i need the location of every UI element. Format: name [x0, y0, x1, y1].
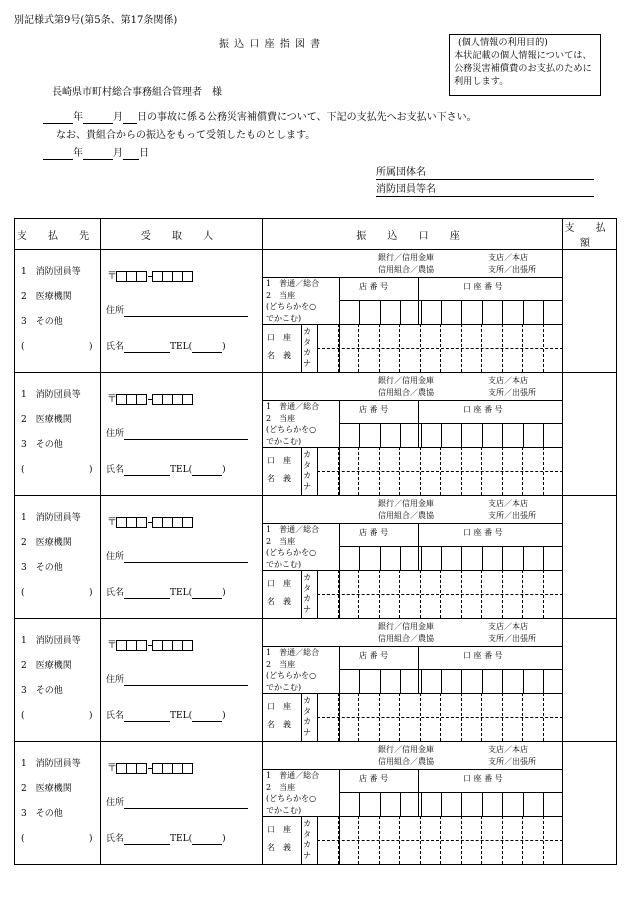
bank-type[interactable] — [378, 621, 434, 645]
transfer-table — [14, 218, 617, 865]
bank-line-1: 銀行／信用金庫 — [378, 376, 434, 385]
amount-cell[interactable] — [563, 250, 617, 373]
payee-other-close: ) — [89, 588, 93, 598]
account-number-label: 口 座 番 号 — [463, 282, 503, 291]
member-name-field[interactable] — [376, 183, 594, 197]
account-holder-grid[interactable] — [317, 324, 563, 372]
name-label: 氏名 — [106, 342, 125, 352]
tel-close: ) — [222, 834, 226, 844]
account-holder-grid[interactable] — [317, 447, 563, 495]
document-title: 振 込 口 座 指 図 書 — [219, 39, 322, 50]
type-line-3: (どちらかを○ — [266, 548, 317, 557]
payee-other-open: ( — [21, 834, 25, 844]
account-digit-grid[interactable] — [339, 546, 563, 570]
address-field[interactable] — [106, 797, 248, 809]
bank-type[interactable] — [378, 498, 434, 522]
name-label: 氏名 — [106, 711, 125, 721]
year-label: 年 — [73, 112, 83, 123]
bank-line-2: 信用組合／農協 — [378, 388, 434, 397]
account-holder-label — [267, 329, 291, 365]
digit-box[interactable] — [182, 394, 193, 405]
address-field[interactable] — [106, 428, 248, 440]
name-tel-field[interactable] — [106, 341, 226, 353]
payee-other-close: ) — [89, 711, 93, 721]
sentence2: なお、貴組合からの振込をもって受領したものとします。 — [56, 130, 316, 141]
acct-label-2: 名 義 — [267, 843, 291, 852]
account-digit-grid[interactable] — [339, 792, 563, 816]
acct-label-2: 名 義 — [267, 351, 291, 360]
form-number: 別記様式第9号(第5条、第17条関係) — [14, 15, 178, 26]
branch-line-1: 支店／本店 — [488, 745, 528, 754]
privacy-body: 本状記載の個人情報については、公務災害補償費のお支払のために利用します。 — [454, 50, 592, 87]
account-digit-grid[interactable] — [339, 669, 563, 693]
address-label: 住所 — [106, 552, 125, 562]
type-line-3: (どちらかを○ — [266, 302, 317, 311]
type-line-2: 2 当座 — [266, 290, 296, 300]
payee-option-1[interactable]: 1 消防団員等 — [21, 636, 81, 646]
acct-label-2: 名 義 — [267, 720, 291, 729]
store-number-label: 店 番 号 — [359, 405, 389, 414]
account-holder-label — [267, 821, 291, 857]
type-line-1: 1 普通／総合 — [266, 648, 320, 657]
account-type[interactable] — [266, 770, 319, 816]
type-line-1: 1 普通／総合 — [266, 525, 320, 534]
digit-box[interactable] — [136, 271, 147, 282]
address-label: 住所 — [106, 675, 125, 685]
address-field[interactable] — [106, 305, 248, 317]
account-type[interactable] — [266, 647, 319, 693]
payee-option-3[interactable]: 3 その他 — [21, 563, 63, 573]
payee-option-3[interactable]: 3 その他 — [21, 686, 63, 696]
name-label: 氏名 — [106, 834, 125, 844]
payee-option-2[interactable]: 2 医療機関 — [21, 415, 72, 425]
name-label: 氏名 — [106, 588, 125, 598]
payee-option-2[interactable]: 2 医療機関 — [21, 538, 72, 548]
payee-option-3[interactable]: 3 その他 — [21, 440, 63, 450]
type-line-3: (どちらかを○ — [266, 425, 317, 434]
payee-cell — [15, 619, 101, 742]
payee-other-close: ) — [89, 342, 93, 352]
katakana-label: カタカナ — [303, 327, 311, 368]
tel-label: TEL( — [170, 342, 193, 352]
payee-option-1[interactable]: 1 消防団員等 — [21, 267, 81, 277]
store-number-label: 店 番 号 — [359, 282, 389, 291]
payee-other-open: ( — [21, 342, 25, 352]
name-tel-field[interactable] — [106, 464, 226, 476]
payee-option-3[interactable]: 3 その他 — [21, 317, 63, 327]
org-name-field[interactable] — [376, 166, 594, 180]
katakana-label: カタカナ — [303, 819, 311, 860]
account-holder-label — [267, 452, 291, 488]
payee-cell — [15, 250, 101, 373]
tel-close: ) — [222, 342, 226, 352]
katakana-label: カタカナ — [303, 573, 311, 614]
postal-code-field[interactable] — [107, 636, 193, 651]
payee-option-2[interactable]: 2 医療機関 — [21, 661, 72, 671]
address-label: 住所 — [106, 306, 125, 316]
accident-date-sentence — [43, 111, 477, 124]
acct-label-1: 口 座 — [267, 456, 291, 465]
digit-box[interactable] — [136, 517, 147, 528]
account-number-label: 口 座 番 号 — [463, 405, 503, 414]
payee-option-2[interactable]: 2 医療機関 — [21, 784, 72, 794]
tel-close: ) — [222, 711, 226, 721]
payee-option-3[interactable]: 3 その他 — [21, 809, 63, 819]
digit-box[interactable] — [182, 271, 193, 282]
branch-line-2: 支所／出張所 — [488, 388, 536, 397]
col-recipient: 受 取 人 — [101, 219, 263, 250]
postal-mark: 〒 — [107, 517, 117, 528]
store-number-label: 店 番 号 — [359, 651, 389, 660]
type-line-2: 2 当座 — [266, 536, 296, 546]
sign-day-label: 日 — [139, 148, 149, 159]
type-line-1: 1 普通／総合 — [266, 771, 320, 780]
account-holder-grid[interactable] — [317, 570, 563, 618]
bank-line-2: 信用組合／農協 — [378, 757, 434, 766]
recipient-cell — [101, 373, 263, 496]
sign-month-label: 月 — [113, 148, 123, 159]
bank-line-2: 信用組合／農協 — [378, 511, 434, 520]
acct-label-1: 口 座 — [267, 333, 291, 342]
account-type[interactable] — [266, 278, 319, 324]
type-line-1: 1 普通／総合 — [266, 402, 320, 411]
type-line-2: 2 当座 — [266, 413, 296, 423]
bank-type[interactable] — [378, 252, 434, 276]
account-holder-grid[interactable] — [317, 816, 563, 864]
bank-line-1: 銀行／信用金庫 — [378, 622, 434, 631]
account-number-label: 口 座 番 号 — [463, 528, 503, 537]
payee-other-close: ) — [89, 465, 93, 475]
branch-line-2: 支所／出張所 — [488, 757, 536, 766]
table-row — [15, 742, 617, 865]
digit-box[interactable] — [182, 763, 193, 774]
payee-other-open: ( — [21, 711, 25, 721]
address-field[interactable] — [106, 674, 248, 686]
store-number-label: 店 番 号 — [359, 528, 389, 537]
payee-option-1[interactable]: 1 消防団員等 — [21, 390, 81, 400]
name-tel-field[interactable] — [106, 833, 226, 845]
branch-line-2: 支所／出張所 — [488, 634, 536, 643]
digit-box[interactable] — [182, 640, 193, 651]
account-holder-label — [267, 575, 291, 611]
bank-line-2: 信用組合／農協 — [378, 265, 434, 274]
branch-type[interactable] — [488, 744, 536, 768]
account-digit-grid[interactable] — [339, 300, 563, 324]
type-line-4: でかこむ) — [266, 313, 302, 323]
postal-mark: 〒 — [107, 640, 117, 651]
amount-cell[interactable] — [563, 496, 617, 619]
bank-line-1: 銀行／信用金庫 — [378, 499, 434, 508]
transfer-account-cell — [263, 742, 563, 865]
acct-label-2: 名 義 — [267, 474, 291, 483]
bank-line-1: 銀行／信用金庫 — [378, 253, 434, 262]
transfer-account-cell — [263, 373, 563, 496]
sentence1-tail: 日の事故に係る公務災害補償費について、下記の支払先へお支払い下さい。 — [137, 112, 477, 123]
type-line-4: でかこむ) — [266, 436, 302, 446]
privacy-notice-box — [449, 34, 601, 96]
transfer-account-cell — [263, 496, 563, 619]
transfer-account-cell — [263, 619, 563, 742]
name-tel-field[interactable] — [106, 587, 226, 599]
payee-option-2[interactable]: 2 医療機関 — [21, 292, 72, 302]
postal-mark: 〒 — [107, 763, 117, 774]
branch-type[interactable] — [488, 252, 536, 276]
address-field[interactable] — [106, 551, 248, 563]
account-holder-grid[interactable] — [317, 693, 563, 741]
amount-cell[interactable] — [563, 619, 617, 742]
branch-line-1: 支店／本店 — [488, 499, 528, 508]
payee-cell — [15, 742, 101, 865]
account-number-label: 口 座 番 号 — [463, 651, 503, 660]
payee-option-1[interactable]: 1 消防団員等 — [21, 759, 81, 769]
tel-close: ) — [222, 588, 226, 598]
postal-code-field[interactable] — [107, 759, 193, 774]
postal-code-field[interactable] — [107, 267, 193, 282]
table-header-row — [15, 219, 617, 250]
table-row — [15, 619, 617, 742]
account-holder-label — [267, 698, 291, 734]
branch-type[interactable] — [488, 621, 536, 645]
table-row — [15, 250, 617, 373]
branch-line-1: 支店／本店 — [488, 376, 528, 385]
address-label: 住所 — [106, 429, 125, 439]
postal-code-field[interactable] — [107, 513, 193, 528]
account-type[interactable] — [266, 401, 319, 447]
type-line-4: でかこむ) — [266, 559, 302, 569]
branch-type[interactable] — [488, 498, 536, 522]
account-digit-grid[interactable] — [339, 423, 563, 447]
type-line-3: (どちらかを○ — [266, 794, 317, 803]
transfer-account-cell — [263, 250, 563, 373]
signature-date — [43, 147, 149, 160]
katakana-label: カタカナ — [303, 450, 311, 491]
digit-box[interactable] — [136, 763, 147, 774]
bank-line-1: 銀行／信用金庫 — [378, 745, 434, 754]
table-row — [15, 373, 617, 496]
account-number-label: 口 座 番 号 — [463, 774, 503, 783]
branch-type[interactable] — [488, 375, 536, 399]
postal-code-field[interactable] — [107, 390, 193, 405]
type-line-2: 2 当座 — [266, 782, 296, 792]
recipient-cell — [101, 250, 263, 373]
acct-label-2: 名 義 — [267, 597, 291, 606]
branch-line-1: 支店／本店 — [488, 253, 528, 262]
privacy-title: (個人情報の利用目的) — [458, 37, 548, 48]
col-payee: 支 払 先 — [15, 219, 101, 250]
name-tel-field[interactable] — [106, 710, 226, 722]
type-line-4: でかこむ) — [266, 805, 302, 815]
bank-type[interactable] — [378, 375, 434, 399]
payee-cell — [15, 373, 101, 496]
store-number-label: 店 番 号 — [359, 774, 389, 783]
type-line-2: 2 当座 — [266, 659, 296, 669]
name-label: 氏名 — [106, 465, 125, 475]
acct-label-1: 口 座 — [267, 825, 291, 834]
branch-line-1: 支店／本店 — [488, 622, 528, 631]
digit-box[interactable] — [182, 517, 193, 528]
tel-label: TEL( — [170, 711, 193, 721]
col-amount: 支 払 額 — [563, 219, 617, 250]
postal-mark: 〒 — [107, 394, 117, 405]
branch-line-2: 支所／出張所 — [488, 265, 536, 274]
recipient-cell — [101, 742, 263, 865]
amount-cell[interactable] — [563, 373, 617, 496]
member-label: 消防団員等名 — [376, 184, 436, 195]
payee-cell — [15, 496, 101, 619]
col-transfer-account: 振 込 口 座 — [263, 219, 563, 250]
postal-mark: 〒 — [107, 271, 117, 282]
payee-option-1[interactable]: 1 消防団員等 — [21, 513, 81, 523]
account-type[interactable] — [266, 524, 319, 570]
amount-cell[interactable] — [563, 742, 617, 865]
payee-other-close: ) — [89, 834, 93, 844]
bank-line-2: 信用組合／農協 — [378, 634, 434, 643]
type-line-1: 1 普通／総合 — [266, 279, 320, 288]
digit-box[interactable] — [136, 640, 147, 651]
acct-label-1: 口 座 — [267, 579, 291, 588]
branch-line-2: 支所／出張所 — [488, 511, 536, 520]
type-line-3: (どちらかを○ — [266, 671, 317, 680]
address-label: 住所 — [106, 798, 125, 808]
type-line-4: でかこむ) — [266, 682, 302, 692]
org-label: 所属団体名 — [376, 167, 426, 178]
bank-type[interactable] — [378, 744, 434, 768]
tel-label: TEL( — [170, 465, 193, 475]
recipient-cell — [101, 496, 263, 619]
payee-other-open: ( — [21, 588, 25, 598]
addressee: 長崎県市町村総合事務組合管理者 様 — [52, 87, 222, 98]
month-label: 月 — [113, 112, 123, 123]
sign-year-label: 年 — [73, 148, 83, 159]
tel-label: TEL( — [170, 834, 193, 844]
recipient-cell — [101, 619, 263, 742]
katakana-label: カタカナ — [303, 696, 311, 737]
acct-label-1: 口 座 — [267, 702, 291, 711]
tel-label: TEL( — [170, 588, 193, 598]
payee-other-open: ( — [21, 465, 25, 475]
tel-close: ) — [222, 465, 226, 475]
digit-box[interactable] — [136, 394, 147, 405]
table-row — [15, 496, 617, 619]
